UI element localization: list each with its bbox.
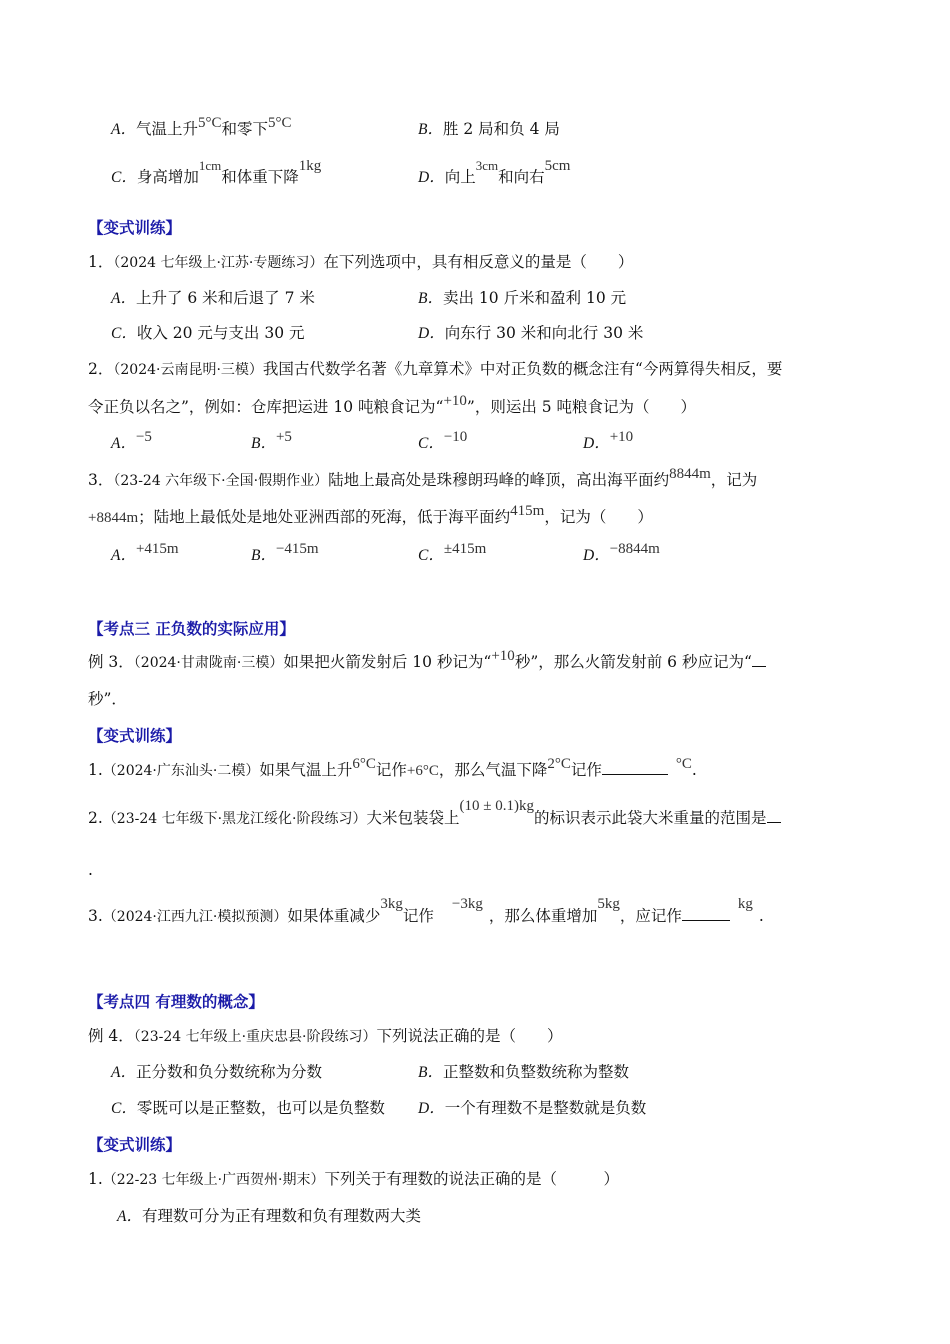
math: ±415m	[443, 541, 487, 557]
question-1: 1.（2024·广东汕头·二模）如果气温上升6°C记作+6°C，那么气温下降2°C记作 °C.	[88, 756, 697, 779]
question-2-stem-line2: 令正负以名之”，例如：仓库把运进 10 吨粮食记为“+10”，则运出 5 吨粮食记为（ ）	[88, 393, 697, 416]
answer-blank	[752, 652, 766, 667]
question-1-stem: 1.（22-23 七年级上·广西贺州·期末）下列关于有理数的说法正确的是（ ）	[88, 1170, 620, 1188]
option-a: A．正分数和负分数统称为分数	[111, 1063, 322, 1081]
math: 1kg	[298, 158, 322, 174]
math: +10	[491, 648, 515, 664]
option-d: D．一个有理数不是整数就是负数	[418, 1099, 647, 1117]
question-2-line1: 2.（23-24 七年级下·黑龙江绥化·阶段练习）大米包装袋上(10 ± 0.1)kg的标识表示此袋大米重量的范围是	[88, 808, 781, 829]
option-b: B．卖出 10 斤米和盈利 10 元	[418, 289, 627, 307]
option-b: B．+5	[251, 429, 292, 452]
option-c: C．零既可以是正整数，也可以是负整数	[111, 1099, 385, 1117]
section-heading: 【变式训练】	[88, 1136, 182, 1154]
option-a: A．气温上升5°C和零下5°C	[111, 115, 292, 138]
math: kg	[737, 896, 753, 912]
option-c: C．收入 20 元与支出 30 元	[111, 324, 305, 342]
math: 5°C	[268, 115, 292, 131]
math: −10	[443, 429, 468, 445]
option-a: A．+415m	[111, 541, 179, 564]
math: +10	[443, 393, 467, 409]
section-heading: 【变式训练】	[88, 219, 182, 237]
math: 3kg	[380, 896, 403, 912]
section-heading: 【考点四 有理数的概念】	[88, 993, 264, 1011]
example-4-stem: 例 4．（23-24 七年级上·重庆忠县·阶段练习）下列说法正确的是（ ）	[88, 1027, 563, 1045]
question-2-stem-line1: 2．（2024·云南昆明·三模）我国古代数学名著《九章算术》中对正负数的概念注有“今两算得失相反，要	[88, 360, 783, 378]
option-a: A．−5	[111, 429, 152, 452]
answer-blank	[767, 808, 781, 823]
example-3-line1: 例 3．（2024·甘肃陇南·三模）如果把火箭发射后 10 秒记为“+10秒”，那么火箭发射前 6 秒应记为“	[88, 652, 766, 673]
option-d: D．向东行 30 米和向北行 30 米	[418, 324, 644, 342]
math: 1cm	[198, 158, 222, 173]
math: °C	[675, 756, 692, 772]
math: 6°C	[352, 756, 376, 772]
option-d: D．−8844m	[583, 541, 660, 564]
option-a: A．上升了 6 米和后退了 7 米	[111, 289, 315, 307]
option-b: B．正整数和负整数统称为整数	[418, 1063, 629, 1081]
option-a: A．有理数可分为正有理数和负有理数两大类	[117, 1207, 421, 1225]
answer-blank	[682, 906, 730, 921]
question-3-stem-line2: +8844m；陆地上最低处是地处亚洲西部的死海，低于海平面约415m，记为（ ）	[88, 503, 653, 526]
math: +415m	[135, 541, 179, 557]
math: 5kg	[597, 896, 620, 912]
math: −5	[135, 429, 152, 445]
math: −8844m	[609, 541, 660, 557]
question-2-line2: .	[88, 861, 93, 879]
answer-blank	[602, 760, 668, 775]
question-3-stem-line1: 3．（23-24 六年级下·全国·假期作业）陆地上最高处是珠穆朗玛峰的峰顶，高出海平面约8844m，记为	[88, 466, 758, 489]
option-b: B．胜 2 局和负 4 局	[418, 120, 560, 138]
option-c: C．身高增加$^{1cm}$和体重下降1kg	[111, 158, 322, 186]
math: 3cm	[475, 158, 499, 173]
math: (10 ± 0.1)kg	[459, 798, 535, 814]
math: 8844m	[669, 466, 711, 482]
section-heading: 【变式训练】	[88, 727, 182, 745]
math: +5	[275, 429, 292, 445]
question-1-stem: 1．（2024 七年级上·江苏·专题练习）在下列选项中，具有相反意义的量是（ ）	[88, 253, 634, 271]
option-d: D．向上$^{3cm}$和向右5cm	[418, 158, 571, 186]
math: −415m	[275, 541, 319, 557]
math: 415m	[510, 503, 545, 519]
math: 2°C	[547, 756, 571, 772]
question-3: 3.（2024·江西九江·模拟预测）如果体重减少3kg记作−3kg，那么体重增加5kg，应记作kg.	[88, 896, 764, 925]
math: +6°C	[406, 763, 439, 779]
option-c: C．±415m	[418, 541, 487, 564]
math: +10	[609, 429, 634, 445]
math: −3kg	[451, 896, 483, 912]
section-heading: 【考点三 正负数的实际应用】	[88, 620, 295, 638]
math: +8844m	[88, 510, 139, 526]
option-b: B．−415m	[251, 541, 319, 564]
option-c: C．−10	[418, 429, 468, 452]
example-3-line2: 秒”．	[88, 690, 127, 708]
math: 5cm	[544, 158, 571, 174]
option-d: D．+10	[583, 429, 634, 452]
math: 5°C	[197, 115, 222, 131]
